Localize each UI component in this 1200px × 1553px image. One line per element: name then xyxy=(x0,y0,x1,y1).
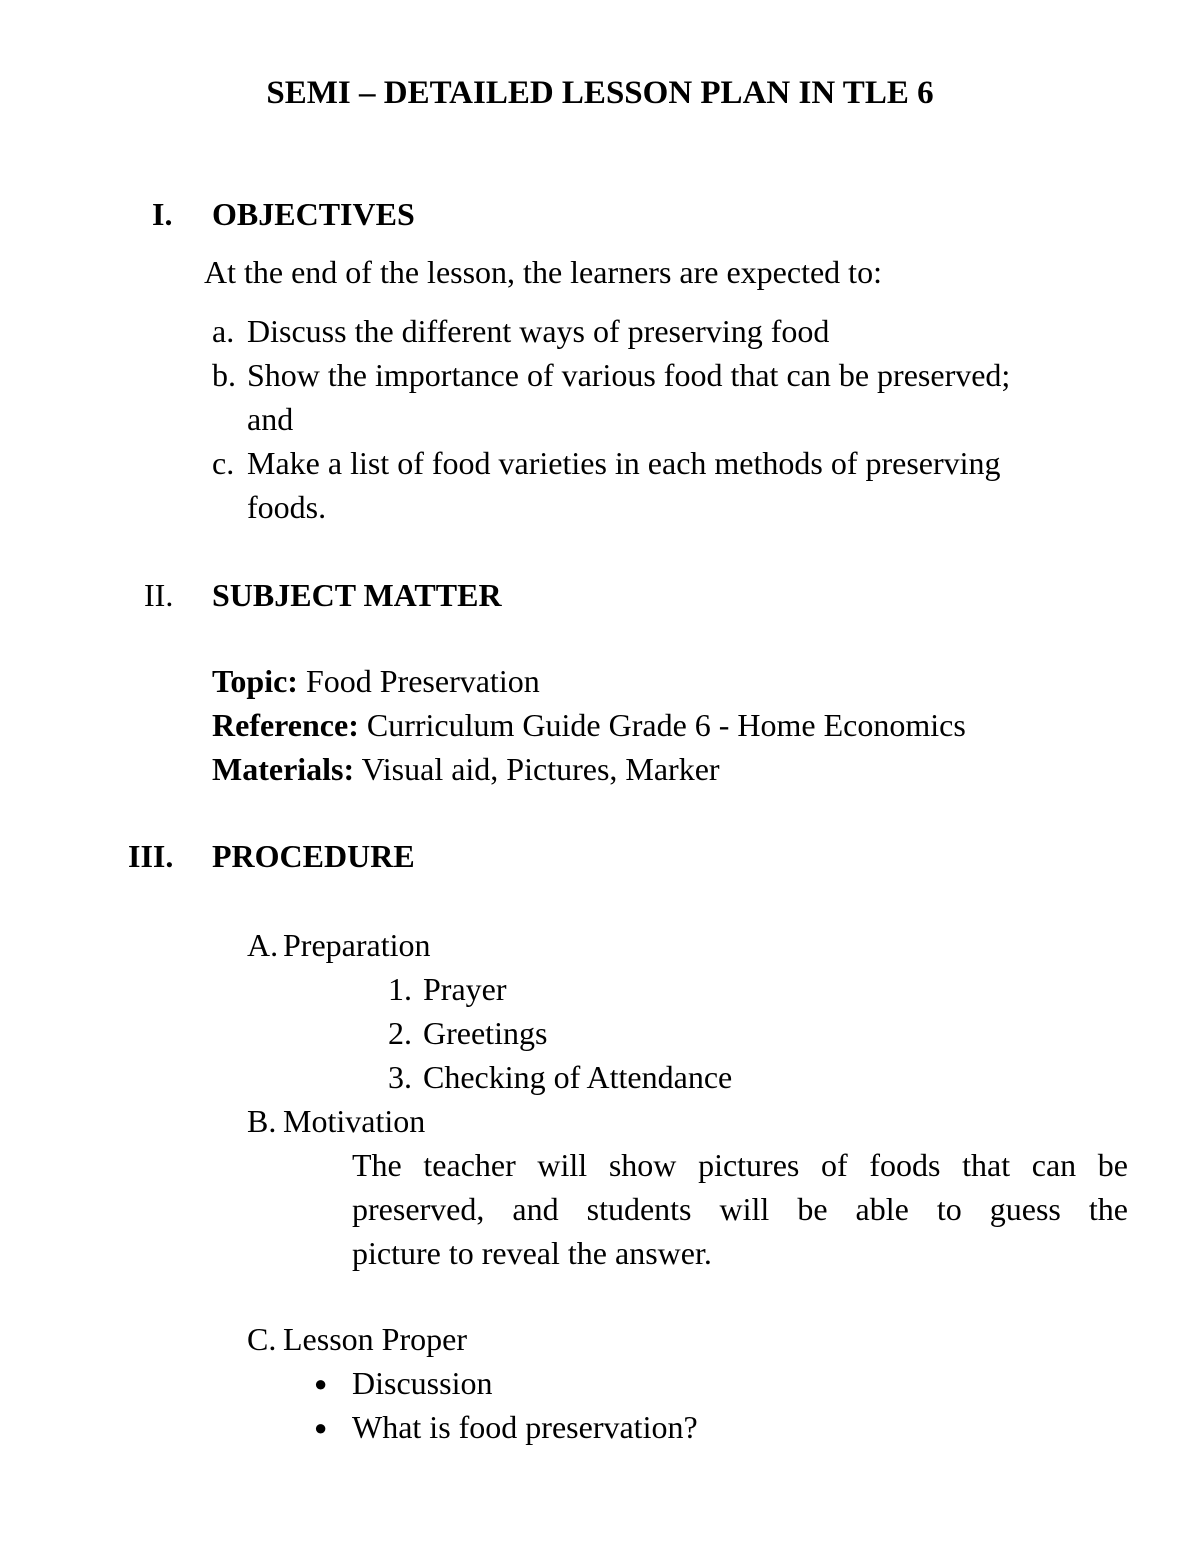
preparation-step-greetings: Greetings xyxy=(423,1015,548,1051)
objective-b-line-1: Show the importance of various food that can be preserved; xyxy=(247,357,1011,393)
reference-value: Curriculum Guide Grade 6 - Home Economics xyxy=(366,707,966,743)
objective-a-line-1: Discuss the different ways of preserving food xyxy=(247,313,830,349)
preparation-step-marker: 2. xyxy=(388,1015,412,1051)
objective-marker-c: c. xyxy=(212,445,235,481)
preparation-step-marker: 3. xyxy=(388,1059,412,1095)
objectives-intro: At the end of the lesson, the learners are expected to: xyxy=(204,254,882,290)
motivation-label: Motivation xyxy=(283,1103,426,1139)
preparation-marker: A. xyxy=(247,927,279,963)
preparation-label: Preparation xyxy=(283,927,431,963)
preparation-step-marker: 1. xyxy=(388,971,412,1007)
bullet-icon: ● xyxy=(314,1415,328,1440)
objective-marker-b: b. xyxy=(212,357,236,393)
bullet-icon: ● xyxy=(314,1371,328,1396)
objectives-numeral: I. xyxy=(152,196,173,232)
preparation-step-prayer: Prayer xyxy=(423,971,507,1007)
objective-b-line-2: and xyxy=(247,401,294,437)
topic-value: Food Preservation xyxy=(305,663,540,699)
subject-matter-numeral: II. xyxy=(144,577,174,613)
lesson-proper-label: Lesson Proper xyxy=(283,1321,467,1357)
procedure-heading: PROCEDURE xyxy=(212,838,415,874)
materials-line xyxy=(212,753,720,785)
motivation-text-line: preserved, and students will be able to guess the xyxy=(352,1191,1128,1227)
motivation-text-line: The teacher will show pictures of foods that can be xyxy=(352,1147,1128,1183)
materials-label: Materials: xyxy=(212,751,355,787)
objective-marker-a: a. xyxy=(212,313,235,349)
topic-line xyxy=(212,665,540,697)
topic-label: Topic: xyxy=(212,663,298,699)
document-title: SEMI – DETAILED LESSON PLAN IN TLE 6 xyxy=(266,75,934,111)
motivation-marker: B. xyxy=(247,1103,277,1139)
lesson-bullet-question: What is food preservation? xyxy=(352,1409,698,1445)
objective-c-line-2: foods. xyxy=(247,489,327,525)
motivation-text-line: picture to reveal the answer. xyxy=(352,1235,712,1271)
procedure-numeral: III. xyxy=(128,838,174,874)
lesson-bullet-discussion: Discussion xyxy=(352,1365,493,1401)
reference-line xyxy=(212,709,966,741)
subject-matter-heading: SUBJECT MATTER xyxy=(212,577,502,613)
objective-c-line-1: Make a list of food varieties in each methods of preserving xyxy=(247,445,1001,481)
objectives-heading: OBJECTIVES xyxy=(212,196,415,232)
reference-label: Reference: xyxy=(212,707,359,743)
lesson-proper-marker: C. xyxy=(247,1321,277,1357)
materials-value: Visual aid, Pictures, Marker xyxy=(361,751,720,787)
preparation-step-attendance: Checking of Attendance xyxy=(423,1059,733,1095)
